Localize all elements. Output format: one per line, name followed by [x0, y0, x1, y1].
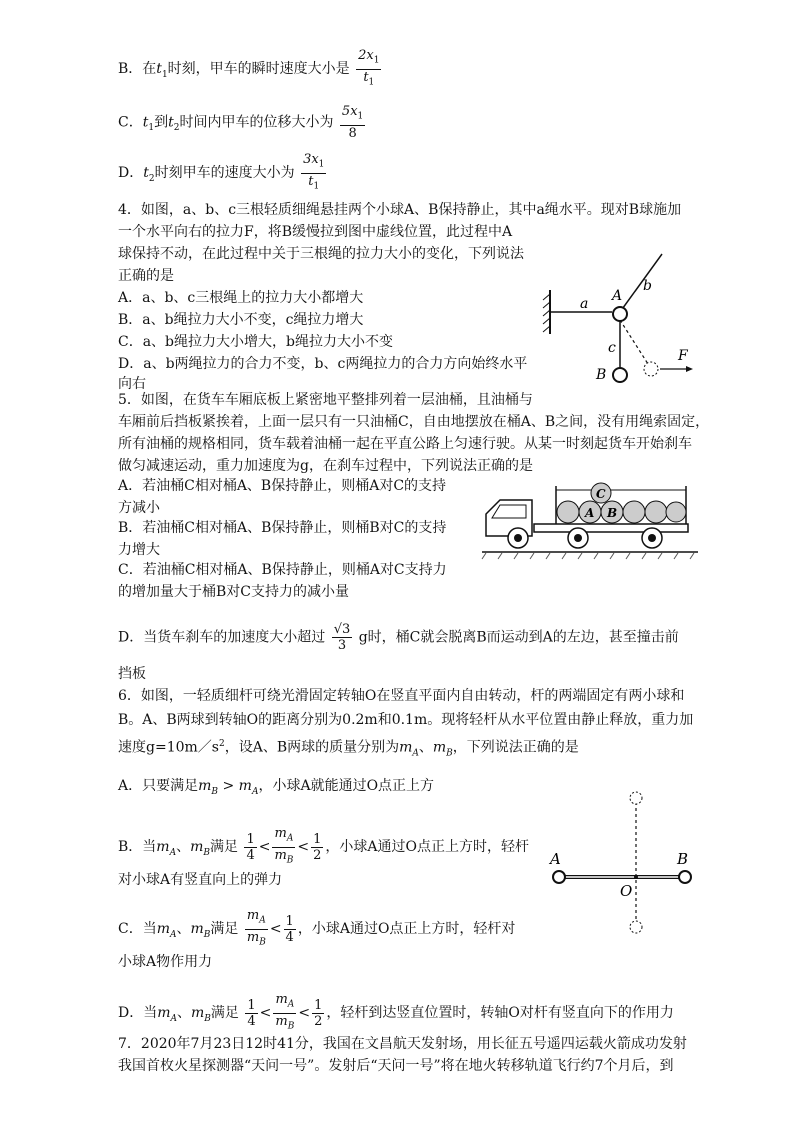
q5-option-a: A．若油桶C相对桶A、B保持静止，则桶A对C的支持 — [118, 478, 447, 494]
label-B: B — [677, 850, 689, 868]
q6-line: 小球A物作用力 — [118, 954, 213, 970]
q3-option-d: D．$t_2$时刻甲车的速度大小为 $\frac{3x_1}{t_1}$ — [118, 152, 328, 194]
q4-option-c: C．a、b绳拉力大小增大，b绳拉力大小不变 — [118, 334, 393, 350]
label-A: A — [550, 850, 561, 868]
q6-option-b: B．当$m_A$、$m_B$满足 $\frac{1}{4}$ < $\frac{m_A}{m_B}$ < $\frac{1}{2}$ ，小球A通过O点正上方时，轻杆 — [118, 826, 530, 866]
q6-option-a: A．只要满足$m_B > m_A$，小球A就能通过O点正上方 — [118, 778, 435, 797]
ball-b — [679, 871, 691, 883]
label-B: B — [596, 367, 607, 383]
q4-line: 一个水平向右的拉力F，将B缓慢拉到图中虚线位置，此过程中A — [118, 224, 513, 240]
q5-line: 所有油桶的规格相同，货车载着油桶一起在平直公路上匀速行驶。从某一时刻起货车开始刹车 — [118, 436, 692, 452]
q6-line: B。A、B两球到转轴O的距离分别为0.2m和0.1m。现将轻杆从水平位置由静止释放，重力加 — [118, 712, 694, 728]
ball-a — [613, 307, 627, 321]
q4-line: 正确的是 — [118, 268, 174, 284]
q3-option-b: B．在$t_1$时刻，甲车的瞬时速度大小是 $\frac{2x_1}{t_1}$ — [118, 48, 383, 90]
label-F: F — [678, 348, 688, 364]
label-O: O — [620, 882, 633, 900]
rope-b — [620, 254, 662, 312]
ball-b — [613, 368, 627, 382]
q5-line: 做匀减速运动，重力加速度为g，在刹车过程中，下列说法正确的是 — [118, 458, 533, 474]
barrel-label-b: B — [607, 506, 618, 520]
q4-line: 球保持不动，在此过程中关于三根绳的拉力大小的变化，下列说法 — [118, 246, 524, 262]
fraction: $\frac{3x_1}{t_1}$ — [303, 152, 325, 192]
q4-rope-figure — [540, 248, 710, 388]
ball-a — [553, 871, 565, 883]
q6-rod-figure — [540, 788, 710, 938]
cargo-bed — [534, 524, 688, 532]
barrel-label-c: C — [596, 487, 606, 501]
q5-option-d: D．当货车刹车的加速度大小超过 $\frac{√3}{3}$ g时，桶C就会脱离B而运动到A的左边，甚至撞击前 — [118, 622, 679, 653]
q5-line: 力增大 — [118, 542, 160, 558]
ball-dashed-bottom — [630, 921, 642, 933]
q4-line: 向右 — [118, 376, 146, 392]
q5-line: 车厢前后挡板紧挨着，上面一层只有一只油桶C，自由地摆放在桶A、B之间，没有用绳索固定， — [118, 414, 710, 430]
barrel-label-a: A — [585, 506, 595, 520]
q4-option-b: B．a、b绳拉力大小不变，c绳拉力增大 — [118, 312, 364, 328]
q3-option-c: C．$t_1$到$t_2$时间内甲车的位移大小为 $\frac{5x_1}{8}$ — [118, 104, 364, 141]
q6-line: 速度$g=10m/s^2$，设A、B两球的质量分别为$m_A$、$m_B$，下列说法正确的是 — [118, 739, 579, 759]
q5-option-b: B．若油桶C相对桶A、B保持静止，则桶B对C的支持 — [118, 520, 447, 536]
ball-dashed-top — [630, 792, 642, 804]
label-b: b — [643, 278, 652, 294]
q4-line: 4．如图，a、b、c三根轻质细绳悬挂两个小球A、B保持静止，其中a绳水平。现对B球施加 — [118, 202, 682, 218]
q6-line: 6．如图，一轻质细杆可绕光滑固定转轴O在竖直平面内自由转动，杆的两端固定有两小球和 — [118, 688, 685, 704]
q5-truck-figure — [480, 478, 700, 560]
fraction: $\frac{2x_1}{t_1}$ — [358, 48, 380, 88]
ball-b-dashed — [644, 362, 658, 376]
q6-option-d: D．当$m_A$、$m_B$满足 $\frac{1}{4}$ < $\frac{m_A}{m_B}$ < $\frac{1}{2}$ ，轻杆到达竖直位置时，转轴O对杆有竖直向下的作用力 — [118, 992, 674, 1032]
fraction: $\frac{5x_1}{8}$ — [341, 104, 364, 141]
q5-line: 方减小 — [118, 500, 160, 516]
q6-option-c: C．当$m_A$、$m_B$满足 $\frac{m_A}{m_B}$ < $\frac{1}{4}$ ，小球A通过O点正上方时，轻杆对 — [118, 908, 516, 948]
fraction: $\frac{√3}{3}$ — [333, 622, 351, 653]
label-a: a — [580, 296, 589, 312]
q6-line: 对小球A有竖直向上的弹力 — [118, 872, 283, 888]
q5-line: 的增加量大于桶B对C支持力的减小量 — [118, 584, 349, 600]
pivot-o — [634, 875, 638, 879]
q7-line: 7．2020年7月23日12时41分，我国在文昌航天发射场，用长征五号遥四运载火箭成功发射 — [118, 1036, 687, 1052]
q5-line: 5．如图，在货车车厢底板上紧密地平整排列着一层油桶，且油桶与 — [118, 392, 533, 408]
q4-option-a: A．a、b、c三根绳上的拉力大小都增大 — [118, 290, 364, 306]
q5-line: 挡板 — [118, 666, 146, 682]
label-A: A — [612, 288, 623, 304]
label-c: c — [608, 340, 616, 356]
q5-option-c: C．若油桶C相对桶A、B保持静止，则桶A对C支持力 — [118, 562, 447, 578]
q7-line: 我国首枚火星探测器“天问一号”。发射后“天问一号”将在地火转移轨道飞行约7个月后，到 — [118, 1058, 674, 1074]
q4-option-d: D．a、b两绳拉力的合力不变，b、c两绳拉力的合力方向始终水平 — [118, 356, 528, 372]
